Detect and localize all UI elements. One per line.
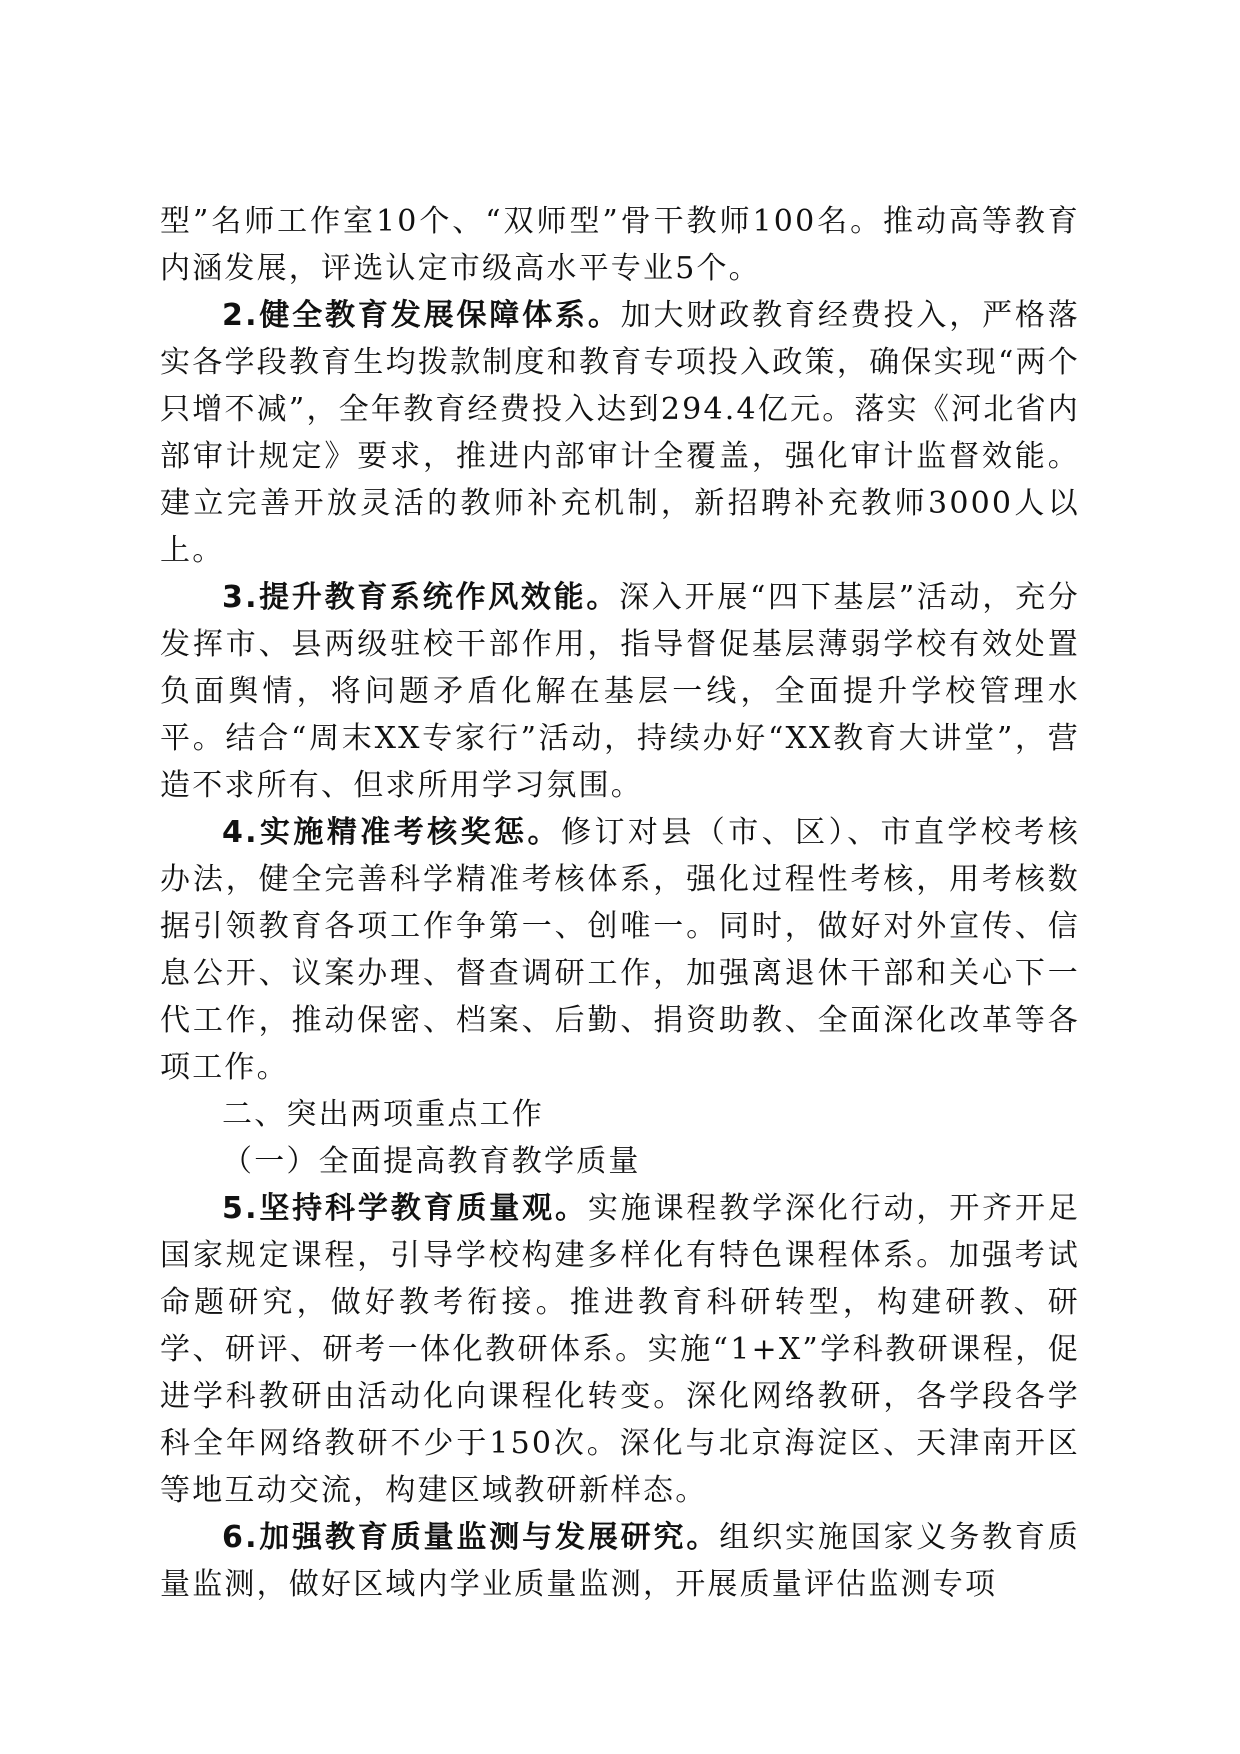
subsection-heading-text: （一）全面提高教育教学质量: [222, 1144, 641, 1179]
paragraph-item-3: [160, 574, 1080, 809]
paragraph-body: 修订对县（市、区）、市直学校考核办法，健全完善科学精准考核体系，强化过程性考核，用考核数据引领教育各项工作争第一、创唯一。同时，做好对外宣传、信息公开、议案办理、督查调研工作，加强离退休干部和关心下一代工作，推动保密、档案、后勤、捐资助教、全面深化改革等各项工作。: [160, 815, 1080, 1085]
paragraph-lead: 3.提升教育系统作风效能。: [222, 580, 620, 615]
paragraph-body: 组织实施国家义务教育质量监测，做好区域内学业质量监测，开展质量评估监测专项: [160, 1520, 1080, 1602]
section-heading: [160, 1091, 1080, 1138]
subsection-heading: [160, 1138, 1080, 1185]
paragraph-item-4: [160, 809, 1080, 1091]
paragraph-body: 实施课程教学深化行动，开齐开足国家规定课程，引导学校构建多样化有特色课程体系。加强考试命题研究，做好教考衔接。推进教育科研转型，构建研教、研学、研评、研考一体化教研体系。实施“1+X”学科教研课程，促进学科教研由活动化向课程化转变。深化网络教研，各学段各学科全年网络教研不少于150次。深化与北京海淀区、天津南开区等地互动交流，构建区域教研新样态。: [160, 1191, 1081, 1508]
paragraph-item-2: [160, 292, 1080, 574]
paragraph-body: 加大财政教育经费投入，严格落实各学段教育生均拨款制度和教育专项投入政策，确保实现“两个只增不减”，全年教育经费投入达到294.4亿元。落实《河北省内部审计规定》要求，推进内部审计全覆盖，强化审计监督效能。建立完善开放灵活的教师补充机制，新招聘补充教师3000人以上。: [160, 298, 1080, 568]
paragraph-body: 深入开展“四下基层”活动，充分发挥市、县两级驻校干部作用，指导督促基层薄弱学校有效处置负面舆情，将问题矛盾化解在基层一线，全面提升学校管理水平。结合“周末XX专家行”活动，持续办好“XX教育大讲堂”，营造不求所有、但求所用学习氛围。: [160, 580, 1080, 803]
paragraph-lead: 6.加强教育质量监测与发展研究。: [222, 1520, 720, 1555]
paragraph-lead: 4.实施精准考核奖惩。: [222, 815, 561, 850]
section-heading-text: 二、突出两项重点工作: [222, 1097, 544, 1132]
paragraph-lead: 5.坚持科学教育质量观。: [222, 1191, 588, 1226]
paragraph-lead: 2.健全教育发展保障体系。: [222, 298, 621, 333]
paragraph-body: 型”名师工作室10个、“双师型”骨干教师100名。推动高等教育内涵发展，评选认定市级高水平专业5个。: [160, 204, 1080, 286]
paragraph-item-5: [160, 1185, 1080, 1514]
paragraph-continuation: [160, 198, 1080, 292]
paragraph-item-6: [160, 1514, 1080, 1608]
